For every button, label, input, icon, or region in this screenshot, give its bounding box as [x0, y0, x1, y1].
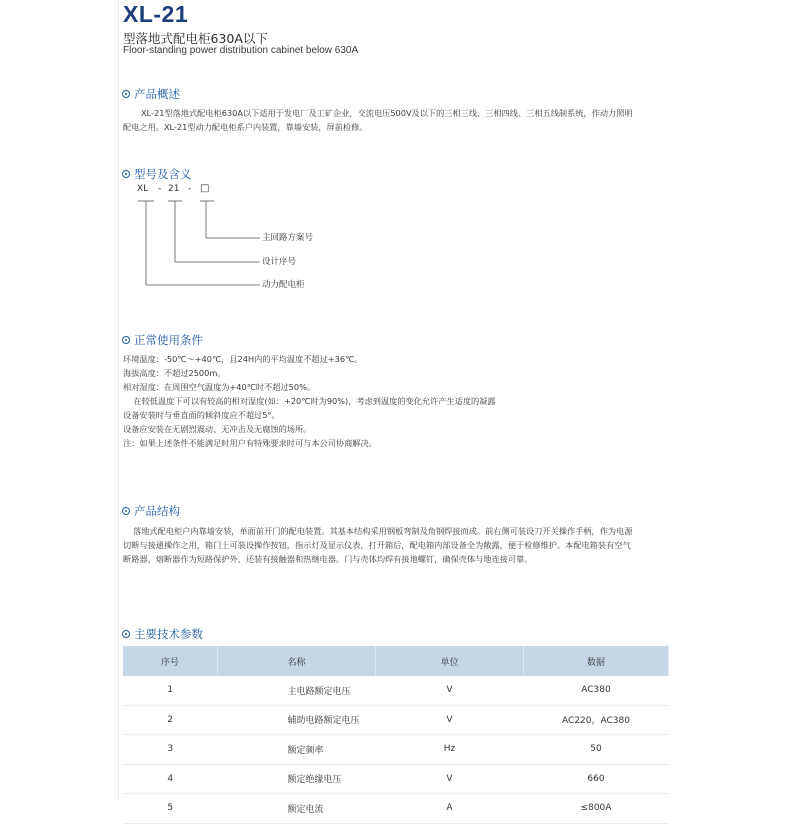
section-title: 正常使用条件 [134, 333, 203, 347]
code-dash: - [158, 184, 162, 194]
circle-bullet-icon [122, 507, 130, 515]
cell-name: 主电路额定电压 [218, 676, 376, 705]
label-power-cabinet: 动力配电柜 [262, 280, 305, 290]
cell-index: 3 [123, 735, 218, 765]
circle-bullet-icon [122, 170, 130, 178]
code-part-21: 21 [168, 184, 180, 194]
code-placeholder-box: □ [200, 183, 210, 194]
text-line: 设备应安装在无剧烈震动、无冲击及无腐蚀的场所。 [123, 424, 312, 434]
cell-name: 辅助电路额定电压 [218, 705, 376, 735]
code-dash: - [188, 184, 192, 194]
section-title: 产品结构 [134, 504, 180, 518]
section-heading-model [122, 166, 192, 182]
circle-bullet-icon [122, 336, 130, 344]
text-line: 落地式配电柜户内靠墙安装，单面前开门的配电装置。其基本结构采用钢板弯制及角钢焊接而成。前右侧可装设刀开关操作手柄，作为电源 [133, 526, 633, 536]
label-design-serial: 设计序号 [262, 257, 297, 267]
cell-unit: V [376, 705, 524, 735]
text-line: 在较低温度下可以有较高的相对湿度(如：+20℃时为90%)，考虑到温度的变化允许产生适度的凝露 [123, 396, 496, 406]
table-row [123, 676, 669, 705]
conditions-text [123, 352, 496, 450]
text-line: 相对湿度：在周围空气温度为+40℃时不超过50%。 [123, 382, 316, 392]
structure-text [123, 524, 632, 566]
text-line: XL-21型落地式配电柜630A以下适用于发电厂及工矿企业，交流电压500V及以下的三相三线、三相四线、三相五线制系统，作动力照明 [141, 108, 633, 118]
section-heading-structure [122, 503, 180, 519]
cell-unit: V [376, 676, 524, 705]
section-heading-conditions [122, 332, 203, 348]
cell-index: 2 [123, 705, 218, 735]
cell-index: 1 [123, 676, 218, 705]
cell-value: 660 [524, 764, 669, 794]
cell-name: 额定频率 [218, 735, 376, 765]
cell-value: AC220，AC380 [524, 705, 669, 735]
section-title: 主要技术参数 [134, 627, 203, 641]
cell-value: AC380 [524, 676, 669, 705]
col-header-unit: 单位 [376, 646, 524, 676]
text-line: 海拔高度：不超过2500m。 [123, 368, 226, 378]
model-code-diagram [120, 181, 340, 291]
cell-unit: V [376, 764, 524, 794]
text-line: 切断与接通操作之用，箱门上可装设操作按钮，指示灯及显示仪表，打开箱后，配电箱内部设备全为敞露，便于检修维护。本配电箱装有空气 [123, 540, 631, 550]
section-heading-params [122, 626, 203, 642]
product-title-cn: 型落地式配电柜630A以下 [123, 31, 268, 46]
cell-unit: A [376, 794, 524, 824]
text-line: 设备安装时与垂直面的倾斜度应不超过5°。 [123, 410, 280, 420]
label-main-circuit: 主回路方案号 [262, 233, 314, 243]
cell-value: ≤800A [524, 794, 669, 824]
col-header-index: 序号 [123, 646, 218, 676]
cell-name: 额定电流 [218, 794, 376, 824]
table-row [123, 794, 669, 824]
cell-unit: Hz [376, 735, 524, 765]
cell-name: 额定绝缘电压 [218, 764, 376, 794]
text-line: 环境温度：-50℃～+40℃，且24H内的平均温度不超过+36℃。 [123, 354, 363, 364]
col-header-value: 数据 [524, 646, 669, 676]
table-row [123, 705, 669, 735]
text-line: 注：如果上述条件不能满足时用户有特殊要求时可与本公司协商解决。 [123, 438, 377, 448]
section-heading-overview [122, 86, 180, 102]
product-title-en: Floor-standing power distribution cabinet below 630A [123, 45, 359, 56]
params-table [123, 646, 669, 824]
table-row [123, 735, 669, 765]
overview-text [123, 106, 633, 134]
circle-bullet-icon [122, 90, 130, 98]
table-row [123, 764, 669, 794]
section-title: 产品概述 [134, 87, 180, 101]
table-header-row [123, 646, 669, 676]
circle-bullet-icon [122, 630, 130, 638]
page-edge-line [118, 0, 119, 800]
cell-value: 50 [524, 735, 669, 765]
text-line: 断路器，熔断器作为短路保护外，还装有接触器和热继电器。门与壳体均焊有接地螺钉，确保壳体与地连接可靠。 [123, 554, 533, 564]
text-line: 配电之用。XL-21型动力配电柜系户内装置，靠墙安装，屏前检修。 [123, 122, 368, 132]
product-model-title: XL-21 [123, 1, 189, 27]
code-part-xl: XL [137, 184, 149, 194]
section-title: 型号及含义 [134, 167, 192, 181]
cell-index: 5 [123, 794, 218, 824]
cell-index: 4 [123, 764, 218, 794]
col-header-name: 名称 [218, 646, 376, 676]
